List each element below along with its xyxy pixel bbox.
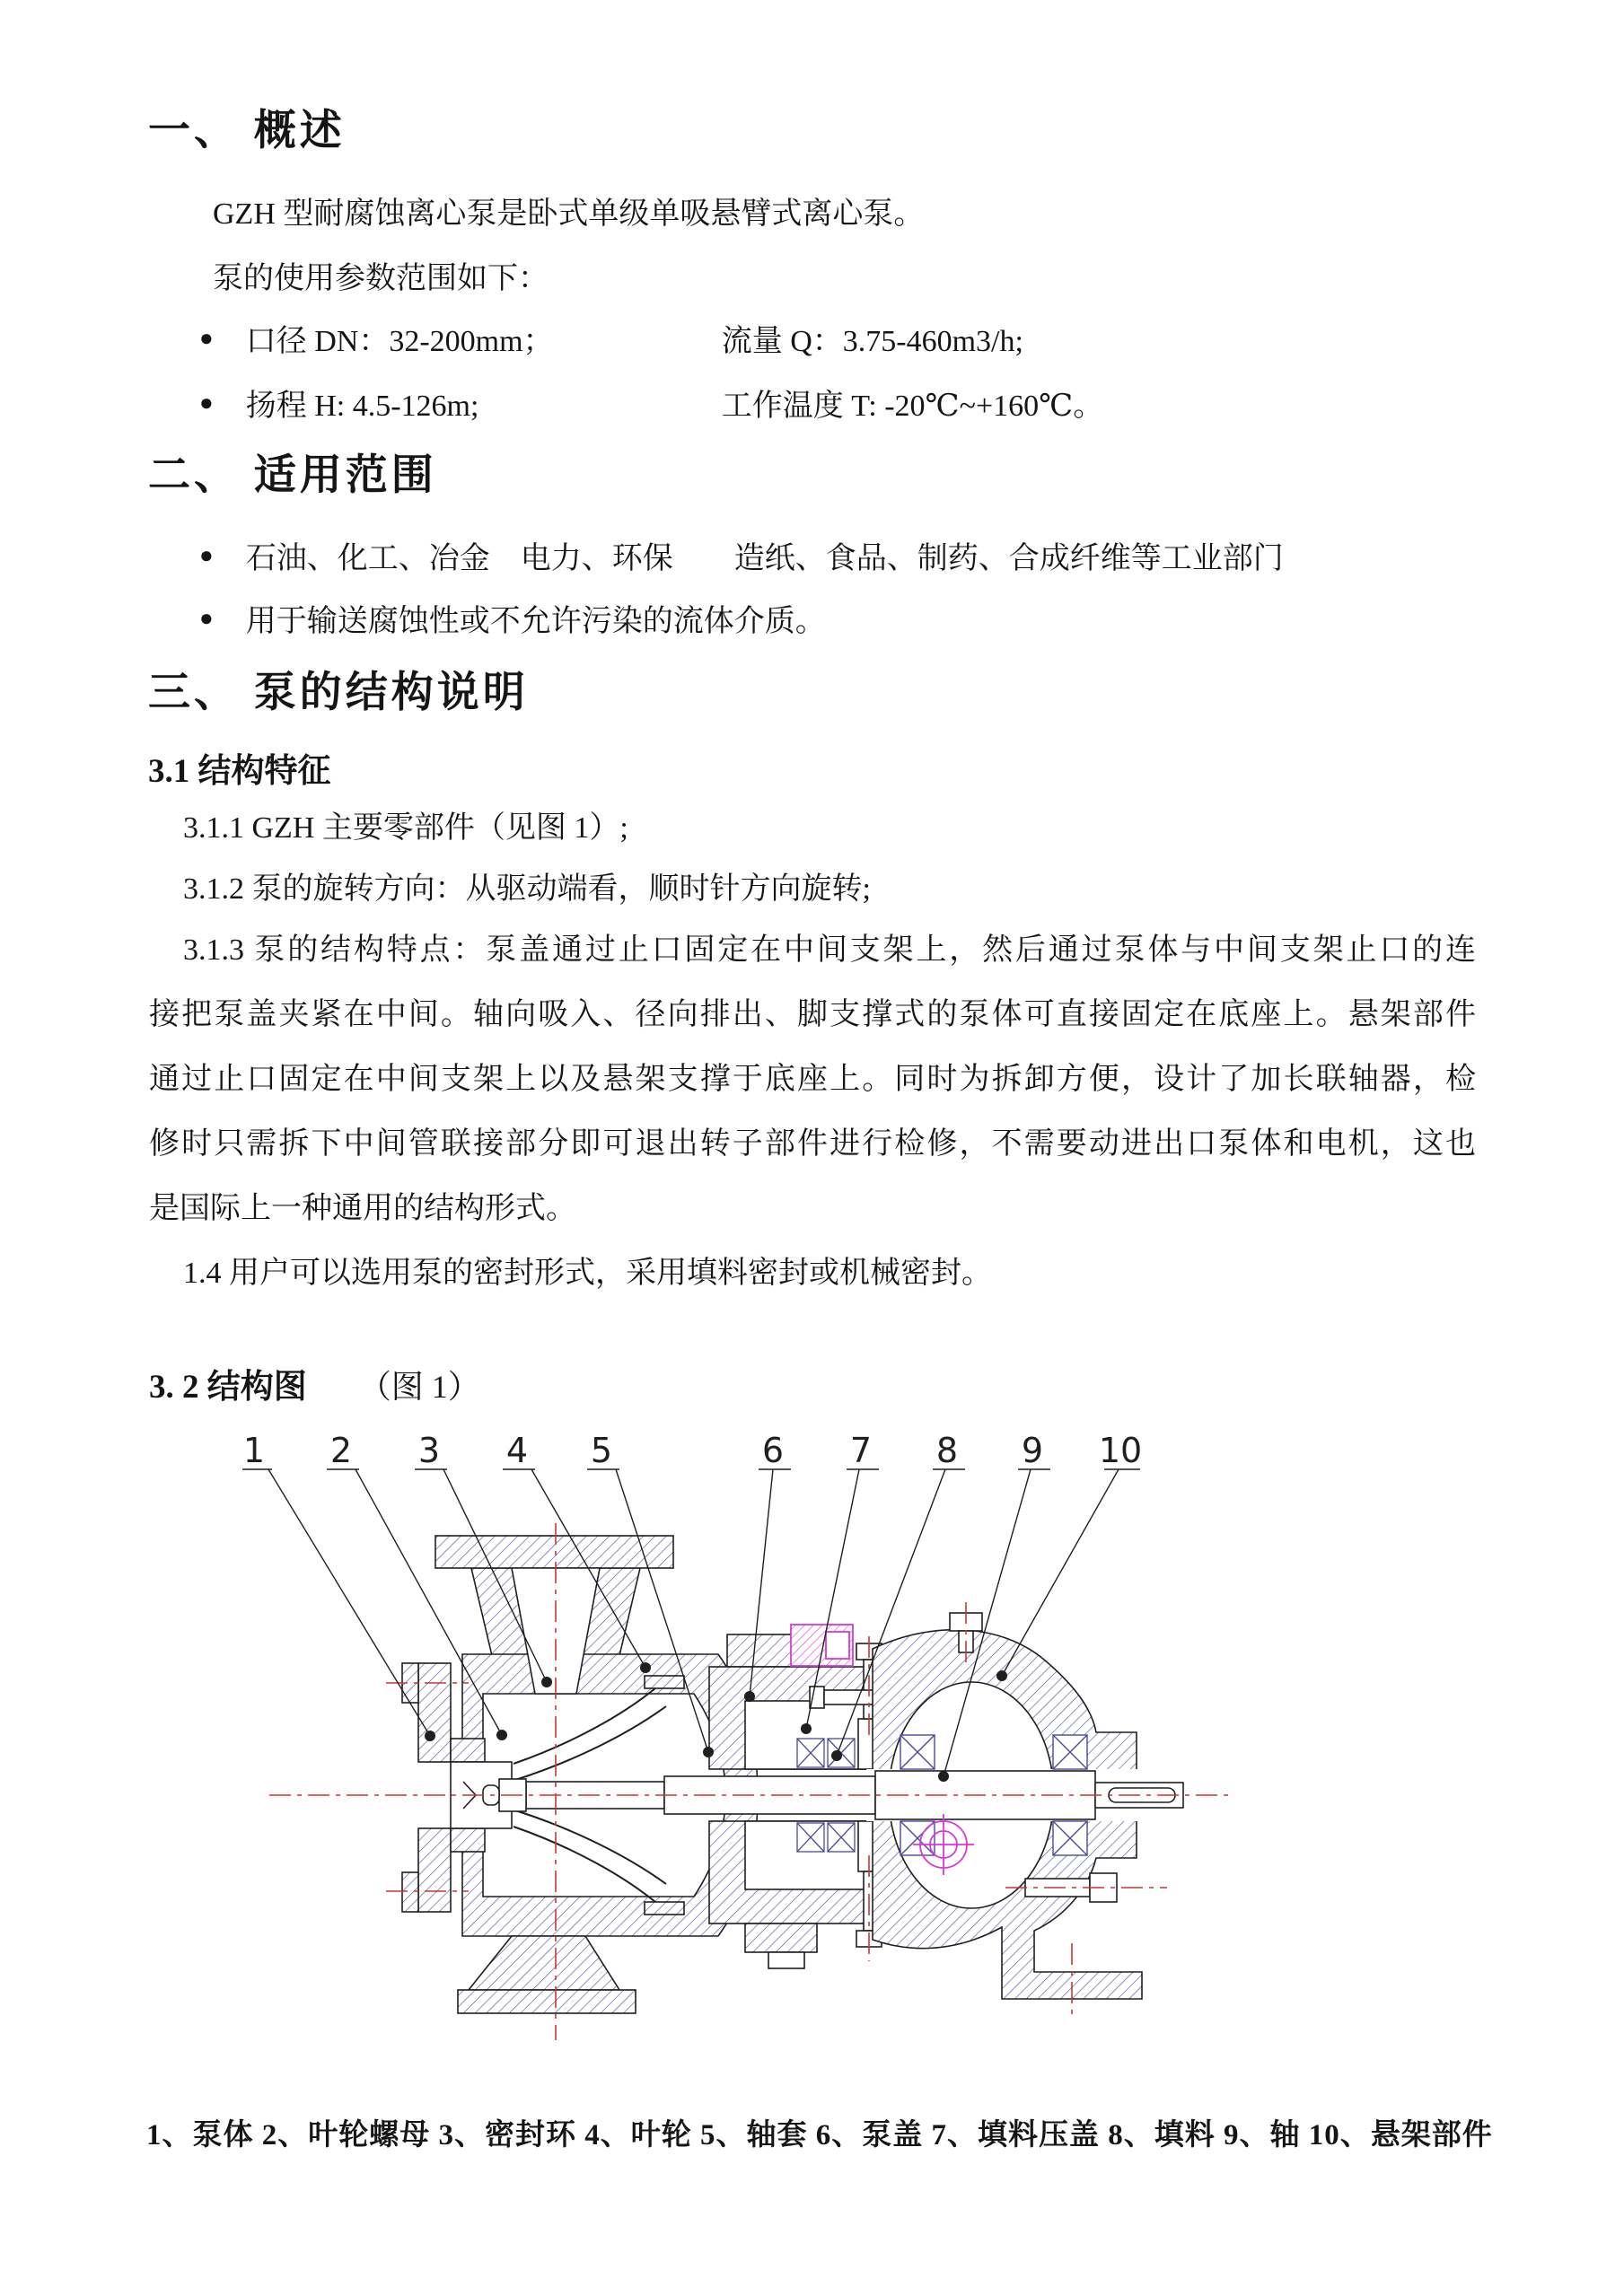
section2-heading: 二、 适用范围 [148, 452, 437, 499]
grease-fitting-highlight [791, 1625, 853, 1666]
suction-pipe-wall-bottom [451, 1828, 485, 1852]
item-312: 3.1.2 泵的旋转方向：从驱动端看，顺时针方向旋转; [183, 872, 871, 906]
callout-9: 9 [1021, 1431, 1044, 1470]
param-head: 扬程 H: 4.5-126m; [245, 390, 479, 423]
section31-title: 3.1 结构特征 [148, 753, 331, 790]
suction-flange-lip-bottom [402, 1872, 418, 1912]
scope-media: 用于输送腐蚀性或不允许污染的流体介质。 [245, 605, 826, 638]
pump-drawing [242, 1469, 1228, 2040]
param-temperature: 工作温度 T: -20℃~+160℃。 [721, 390, 1104, 423]
parameter-bullet-2 [199, 381, 1103, 425]
junction-bolt-head [810, 1687, 824, 1708]
parameter-bullet-1 [199, 316, 1023, 360]
section1-heading: 一、 概述 [148, 108, 346, 154]
front-foot-base [458, 1990, 636, 2013]
para-313-line-1: 3.1.3 泵的结构特点：泵盖通过止口固定在中间支架上，然后通过泵体与中间支架止口的连 [183, 933, 1476, 967]
scope-bullet-2 [199, 596, 826, 640]
callout-8: 8 [935, 1431, 959, 1470]
para-313-line-2: 接把泵盖夹紧在中间。轴向吸入、径向排出、脚支撑式的泵体可直接固定在底座上。悬架部件 [149, 998, 1476, 1031]
callout-numbers [243, 1431, 1142, 1470]
bullet-icon: ● [199, 541, 214, 568]
suction-flange-upper [418, 1663, 451, 1762]
section32-title-text: 3. 2 结构图 [149, 1369, 307, 1406]
figure-reference: （图 1） [358, 1369, 480, 1405]
figure-caption: 1、泵体 2、叶轮螺母 3、密封环 4、叶轮 5、轴套 6、泵盖 7、填料压盖 8、填料 9、轴 10、悬架部件 [146, 2119, 1493, 2151]
para-313-line-5: 是国际上一种通用的结构形式。 [149, 1192, 576, 1225]
suction-flange-lower [418, 1828, 451, 1912]
callout-1: 1 [242, 1431, 266, 1470]
pump-structure-figure [242, 1423, 1266, 2051]
bullet-icon: ● [199, 324, 214, 351]
callout-3: 3 [417, 1431, 441, 1470]
param-flow: 流量 Q：3.75-460m3/h; [721, 325, 1023, 358]
scope-industries: 石油、化工、冶金 电力、环保 造纸、食品、制药、合成纤维等工业部门 [245, 542, 1284, 575]
section3-heading: 三、 泵的结构说明 [148, 670, 529, 716]
cover-boss-bottom [745, 1924, 817, 1952]
section1-paragraph-2: 泵的使用参数范围如下： [213, 262, 549, 295]
scope-bullet-1 [199, 533, 1284, 577]
discharge-flange [435, 1536, 673, 1568]
front-foot-web [469, 1936, 619, 1990]
cover-boss-top [727, 1634, 792, 1667]
bullet-icon: ● [199, 389, 214, 416]
callout-7: 7 [849, 1431, 873, 1470]
item-311: 3.1.1 GZH 主要零部件（见图 1）; [183, 811, 628, 845]
section1-paragraph-1: GZH 型耐腐蚀离心泵是卧式单级单吸悬臂式离心泵。 [213, 197, 925, 231]
callout-5: 5 [590, 1431, 613, 1470]
bullet-icon: ● [199, 604, 214, 631]
callout-2: 2 [329, 1431, 353, 1470]
section32-title [149, 1359, 480, 1407]
junction-bolt-shank [824, 1690, 880, 1704]
para-313-line-4: 修时只需拆下中间管联接部分即可退出转子部件进行检修，不需要动进出口泵体和电机，这也 [149, 1127, 1476, 1161]
item-14: 1.4 用户可以选用泵的密封形式，采用填料密封或机械密封。 [183, 1257, 992, 1290]
cover-bolt-head [768, 1952, 804, 1968]
callout-6: 6 [761, 1431, 785, 1470]
param-diameter: 口径 DN：32-200mm； [245, 325, 554, 358]
seal-ring-top [645, 1676, 684, 1688]
para-313-line-3: 通过止口固定在中间支架上以及悬架支撑于底座上。同时为拆卸方便，设计了加长联轴器，检 [149, 1063, 1476, 1096]
callout-4: 4 [505, 1431, 529, 1470]
suction-pipe-wall-top [451, 1739, 485, 1762]
seal-ring-bottom [645, 1902, 684, 1915]
callout-10: 10 [1098, 1431, 1143, 1470]
